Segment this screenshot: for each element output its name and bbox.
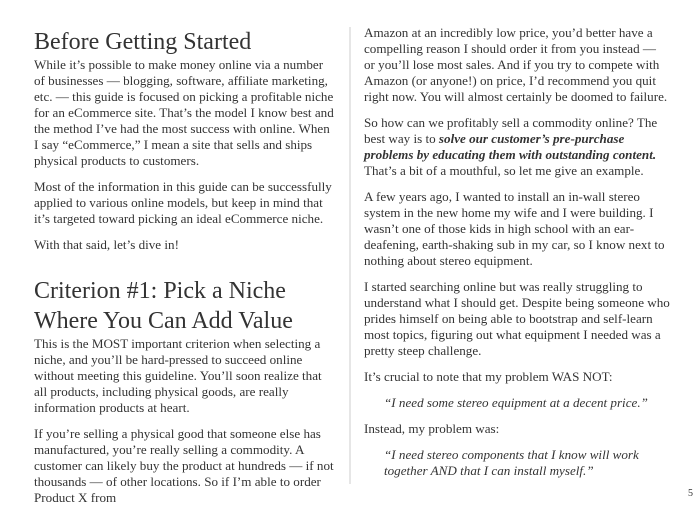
paragraph: A few years ago, I wanted to install an in-wall stereo system in the new home my wife and I were building. I wasn’t one of those kids in high school with an ear-deafening, earth-shaking sub in my car, so I know next to nothing about stereo equipment. [364,189,665,268]
heading-line: Where You Can Add Value [34,308,293,334]
section-heading-criterion-1 [34,276,334,336]
column-divider [349,27,351,484]
paragraph: It’s crucial to note that my problem WAS NOT: [364,369,613,384]
emphasized-text: solve our customer’s pre-purchase problems by educating them with outstanding content. [364,131,657,162]
left-column [34,0,334,516]
paragraph: While it’s possible to make money online via a number of businesses — blogging, software, affiliate marketing, etc. — this guide is focused on picking a profitable niche for an eCommerce site. That’s the model I know best and the method I’ve had the most success with online. When I say “eCommerce,” I mean a site that sells and ships physical products to customers. [34,57,334,168]
page-number: 5 [688,488,693,499]
block-quote: “I need stereo components that I know will work together AND that I can install myself.” [384,447,639,478]
paragraph: If you’re selling a physical good that someone else has manufactured, you’re really selling a commodity. A customer can likely buy the product at hundreds — if not thousands — of other locations. So if I’m able to order Product X from [34,426,334,505]
paragraph: Amazon at an incredibly low price, you’d better have a compelling reason I should order it from you instead — or you’ll lose most sales. And if you try to compete with Amazon (or anyone!) on price, I’d recommend you quit right now. You will almost certainly be doomed to failure. [364,25,668,104]
right-column [364,25,670,489]
paragraph [364,115,670,179]
paragraph: Most of the information in this guide can be successfully applied to various online models, but keep in mind that it’s targeted toward picking an ideal eCommerce niche. [34,179,332,226]
paragraph: Instead, my problem was: [364,421,500,436]
paragraph-text: That’s a bit of a mouthful, so let me give an example. [364,163,644,178]
section-heading-before-getting-started: Before Getting Started [34,29,252,55]
paragraph-text: So how can we profitably sell a commodity online? The best way is to [364,115,658,146]
heading-line: Criterion #1: Pick a Niche [34,278,286,304]
paragraph: This is the MOST important criterion when selecting a niche, and you’ll be hard-pressed to succeed online without meeting this guideline. You’ll soon realize that all products, including physical goods, are really information products at heart. [34,336,322,415]
paragraph: With that said, let’s dive in! [34,237,179,252]
block-quote: “I need some stereo equipment at a decent price.” [384,395,648,410]
paragraph: I started searching online but was really struggling to understand what I should get. Despite being someone who prides himself on being able to bootstrap and self-learn most topics, figuring out what equipment I needed was a pretty steep challenge. [364,279,670,358]
